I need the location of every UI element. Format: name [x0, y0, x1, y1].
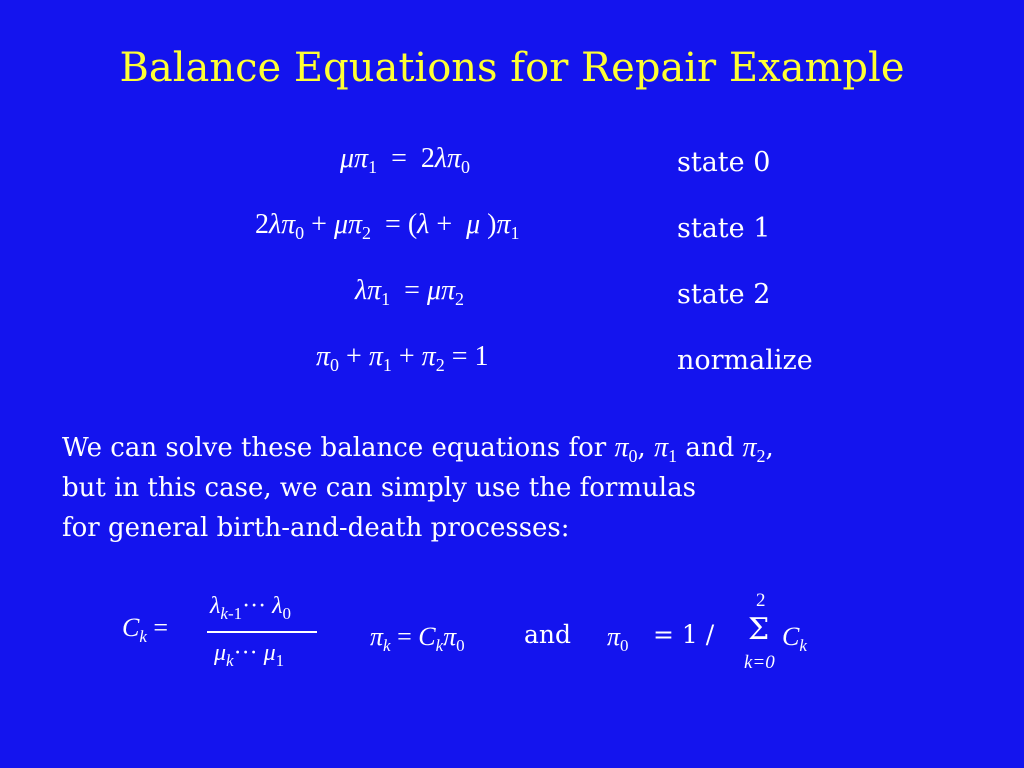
ck-definition-lhs: $C_k$ = — [122, 613, 169, 646]
and-word: and — [524, 620, 572, 649]
sum-upper-limit: 2 — [756, 590, 766, 611]
equation-label-state-2: state 2 — [677, 279, 771, 310]
equation-state-0: $\mu\pi_1 = 2\lambda\pi_0$ — [340, 143, 471, 177]
equation-state-1: $2\lambda\pi_0 + \mu\pi_2 = (\lambda + \mu$ )$\pi_1$ — [255, 209, 520, 243]
explanation-paragraph — [62, 428, 1002, 548]
sum-lower-limit: k=0 — [744, 652, 775, 673]
equation-label-state-0: state 0 — [677, 147, 771, 178]
slide-title: Balance Equations for Repair Example — [119, 45, 905, 91]
paragraph-line-1: We can solve these balance equations for $\pi_0$, $\pi_1$ and $\pi_2$, — [62, 432, 774, 466]
equation-state-2: $\lambda\pi_1 = \mu\pi_2$ — [355, 275, 465, 309]
pi0-formula: $\pi_0$ — [607, 622, 629, 655]
equation-label-state-1: state 1 — [677, 213, 771, 244]
ck-numerator: $\lambda_{k-1}\cdot\cdot\cdot \lambda_0$ — [210, 593, 292, 623]
equation-normalize: $\pi_0 + \pi_1 + \pi_2 = 1$ — [316, 341, 489, 375]
equals-one-over: = 1 / — [653, 620, 715, 649]
paragraph-and-text: and — [677, 433, 743, 463]
ck-denominator: $\mu_k\cdot\cdot\cdot \mu_1$ — [214, 640, 285, 670]
equation-label-normalize: normalize — [677, 345, 813, 376]
sum-ck: $C_k$ — [782, 622, 807, 655]
paragraph-line-3: for general birth-and-death processes: — [62, 513, 570, 543]
pik-formula: $\pi_k = C_k\pi_0$ — [370, 622, 465, 655]
paragraph-line-2: but in this case, we can simply use the formulas — [62, 473, 696, 503]
sigma-symbol: Σ — [748, 612, 770, 647]
fraction-bar — [207, 631, 317, 633]
paragraph-line-1-text: We can solve these balance equations for — [62, 433, 615, 463]
